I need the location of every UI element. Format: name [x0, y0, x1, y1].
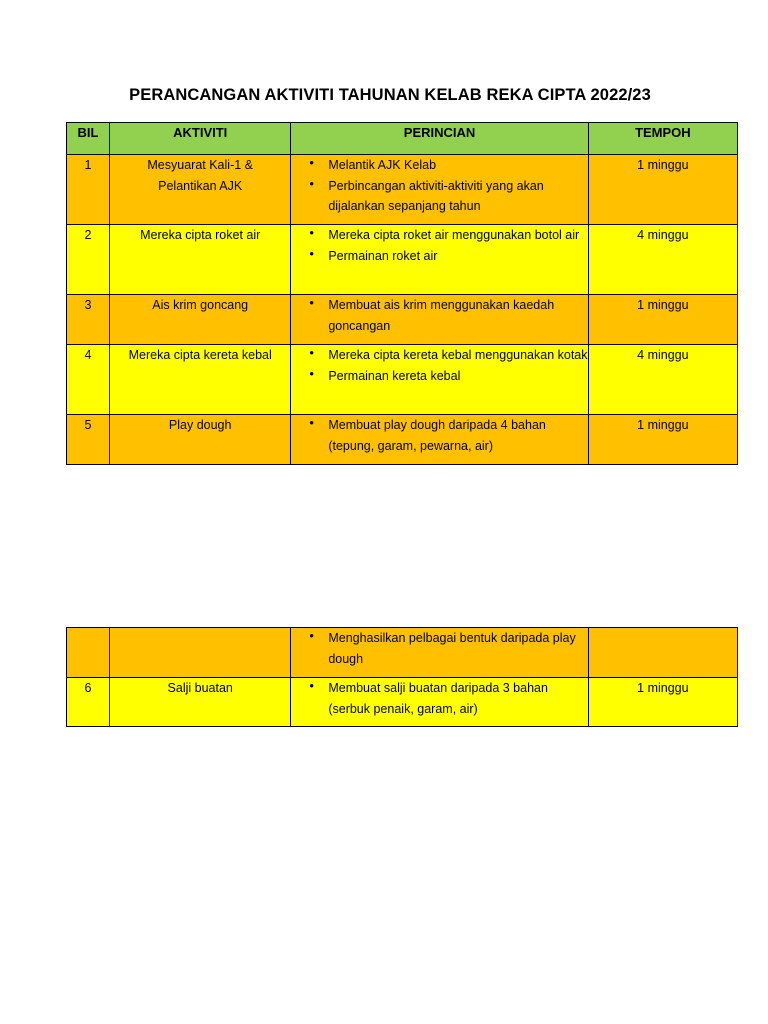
list-item: • Mereka cipta kereta kebal menggunakan kotak: [328, 345, 587, 366]
list-item: • Perbincangan aktiviti-aktiviti yang akan dijalankan sepanjang tahun: [328, 176, 587, 217]
cell-aktiviti: Ais krim goncang: [110, 295, 291, 345]
list-item: • Permainan roket air: [328, 246, 587, 267]
cell-tempoh: 4 minggu: [588, 345, 737, 415]
cell-tempoh: 1 minggu: [588, 155, 737, 225]
list-item: • Membuat play dough daripada 4 bahan (tepung, garam, pewarna, air): [328, 415, 587, 456]
cell-bil: [67, 628, 110, 678]
cell-bil: 2: [67, 225, 110, 295]
cell-tempoh: 1 minggu: [588, 415, 737, 465]
cell-perincian: [291, 155, 588, 225]
table-row: [67, 295, 738, 345]
cell-tempoh: [588, 628, 737, 678]
cell-aktiviti: [110, 628, 291, 678]
cell-perincian: [291, 628, 588, 678]
header-bil: BIL: [67, 123, 110, 155]
cell-bil: 3: [67, 295, 110, 345]
cell-tempoh: 1 minggu: [588, 678, 737, 727]
table-header-row: [67, 123, 738, 155]
cell-perincian: [291, 678, 588, 727]
cell-perincian: [291, 415, 588, 465]
table-row: [67, 155, 738, 225]
list-item: • Melantik AJK Kelab: [328, 155, 587, 176]
aktiviti-line: Pelantikan AJK: [158, 178, 243, 193]
cell-aktiviti: Mereka cipta roket air: [110, 225, 291, 295]
list-item: • Membuat salji buatan daripada 3 bahan (serbuk penaik, garam, air): [328, 678, 587, 719]
list-item: • Permainan kereta kebal: [328, 366, 587, 387]
table-row: [67, 345, 738, 415]
cell-tempoh: 1 minggu: [588, 295, 737, 345]
cell-perincian: [291, 295, 588, 345]
cell-bil: 5: [67, 415, 110, 465]
cell-bil: 1: [67, 155, 110, 225]
cell-aktiviti: Play dough: [110, 415, 291, 465]
cell-perincian: [291, 345, 588, 415]
page-title: PERANCANGAN AKTIVITI TAHUNAN KELAB REKA CIPTA 2022/23: [129, 86, 651, 104]
header-perincian: PERINCIAN: [291, 123, 588, 155]
list-item: • Menghasilkan pelbagai bentuk daripada play dough: [328, 628, 587, 669]
cell-bil: 6: [67, 678, 110, 727]
cell-aktiviti: [110, 155, 291, 225]
table-row: [67, 415, 738, 465]
cell-tempoh: 4 minggu: [588, 225, 737, 295]
table-row: [67, 225, 738, 295]
cell-perincian: [291, 225, 588, 295]
cell-bil: 4: [67, 345, 110, 415]
cell-aktiviti: Salji buatan: [110, 678, 291, 727]
table-row: [67, 678, 738, 727]
activity-table-continued: [66, 627, 738, 727]
aktiviti-line: Mesyuarat Kali-1 &: [147, 158, 253, 172]
activity-table: [66, 122, 738, 465]
header-aktiviti: AKTIVITI: [110, 123, 291, 155]
list-item: • Mereka cipta roket air menggunakan botol air: [328, 225, 587, 246]
cell-aktiviti: Mereka cipta kereta kebal: [110, 345, 291, 415]
header-tempoh: TEMPOH: [588, 123, 737, 155]
list-item: • Membuat ais krim menggunakan kaedah goncangan: [328, 295, 587, 336]
table-row: [67, 628, 738, 678]
